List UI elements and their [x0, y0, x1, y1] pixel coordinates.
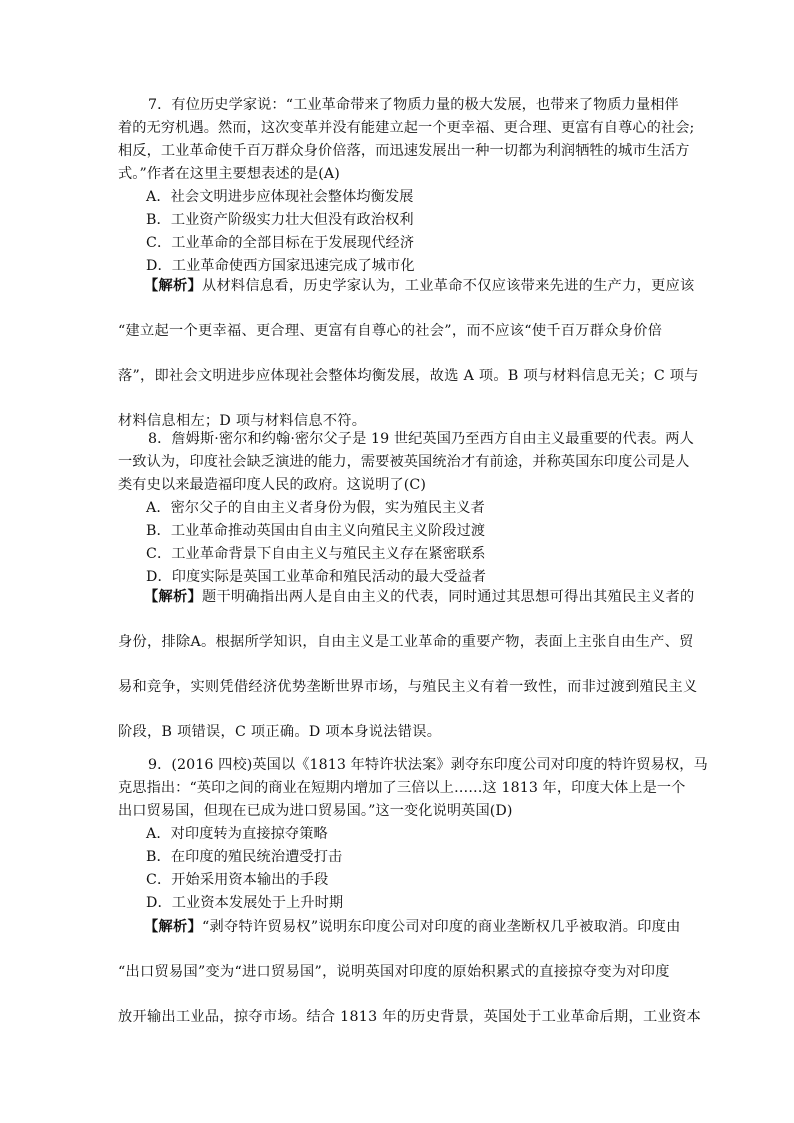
question-7-text-line: 7．有位历史学家说：“工业革命带来了物质力量的极大发展，也带来了物质力量相伴	[148, 97, 679, 113]
analysis-line: 【解析】题干明确指出两人是自由主义的代表，同时通过其思想可得出其殖民主义者的	[144, 589, 695, 605]
question-8-analysis	[118, 587, 698, 767]
question-7-text-line: 式。”作者在这里主要想表述的是(A)	[118, 166, 340, 182]
question-9	[118, 754, 708, 915]
analysis-tag: 【解析】	[144, 589, 202, 605]
analysis-line: 放开输出工业品，掠夺市场。结合 1813 年的历史背景，英国处于工业革命后期，工业资本	[118, 1009, 701, 1025]
question-7-text-line: 相反，工业革命使千百万群众身价倍落，而迅速发展出一种一切都为利润牺牲的城市生活方	[118, 143, 690, 159]
question-9-text-line: 出口贸易国，但现在已成为进口贸易国。”这一变化说明英国(D)	[118, 803, 513, 819]
question-7-option-a: A．社会文明进步应体现社会整体均衡发展	[146, 189, 414, 205]
question-8-option-d: D．印度实际是英国工业革命和殖民活动的最大受益者	[146, 569, 487, 585]
question-8-option-c: C．工业革命背景下自由主义与殖民主义存在紧密联系	[146, 546, 486, 562]
question-9-text-line: 9．(2016 四校)英国以《1813 年特许状法案》剥夺东印度公司对印度的特许贸易权，马	[148, 757, 708, 773]
analysis-line: 【解析】从材料信息看，历史学家认为，工业革命不仅应该带来先进的生产力，更应该	[144, 278, 695, 294]
analysis-line: 【解析】“剥夺特许贸易权”说明东印度公司对印度的商业垄断权几乎被取消。印度由	[144, 919, 681, 935]
question-9-option-d: D．工业资本发展处于上升时期	[146, 895, 344, 911]
analysis-line: “出口贸易国”变为“进口贸易国”，说明英国对印度的原始积累式的直接掠夺变为对印度	[118, 964, 670, 980]
analysis-tag: 【解析】	[144, 919, 202, 935]
analysis-tag: 【解析】	[144, 278, 202, 294]
question-9-analysis	[118, 917, 701, 1052]
question-8	[118, 428, 694, 589]
question-8-text-line: 8．詹姆斯·密尔和约翰·密尔父子是 19 世纪英国乃至西方自由主义最重要的代表。两人	[148, 431, 694, 447]
question-7-option-b: B．工业资产阶级实力壮大但没有政治权利	[146, 212, 414, 228]
question-7-option-c: C．工业革命的全部目标在于发展现代经济	[146, 235, 415, 251]
question-9-option-a: A．对印度转为直接掠夺策略	[146, 826, 328, 842]
question-8-option-a: A．密尔父子的自由主义者身份为假，实为殖民主义者	[146, 500, 485, 516]
question-8-option-b: B．工业革命推动英国由自由主义向殖民主义阶段过渡	[146, 523, 486, 539]
analysis-line: “建立起一个更幸福、更合理、更富有自尊心的社会”，而不应该“使千百万群众身价倍	[118, 323, 663, 339]
analysis-line: 落”，即社会文明进步应体现社会整体均衡发展，故选 A 项。B 项与材料信息无关；C 项与	[118, 368, 699, 384]
question-7-text-line: 着的无穷机遇。然而，这次变革并没有能建立起一个更幸福、更合理、更富有自尊心的社会;	[118, 120, 695, 136]
analysis-line: 易和竞争，实则凭借经济优势垄断世界市场，与殖民主义有着一致性，而非过渡到殖民主义	[118, 679, 698, 695]
question-7-option-d: D．工业革命使西方国家迅速完成了城市化	[146, 258, 415, 274]
question-7	[118, 94, 695, 278]
question-8-text-line: 一致认为，印度社会缺乏演进的能力，需要被英国统治才有前途，并称英国东印度公司是人	[118, 454, 690, 470]
analysis-line: 材料信息相左；D 项与材料信息不符。	[118, 413, 367, 429]
question-8-text-line: 类有史以来最造福印度人民的政府。这说明了(C)	[118, 477, 426, 493]
question-9-option-c: C．开始采用资本输出的手段	[146, 872, 329, 888]
question-9-option-b: B．在印度的殖民统治遭受打击	[146, 849, 343, 865]
analysis-line: 阶段，B 项错误，C 项正确。D 项本身说法错误。	[118, 724, 442, 740]
analysis-line: 身份，排除A。根据所学知识，自由主义是工业革命的重要产物，表面上主张自由生产、贸	[118, 634, 694, 650]
question-9-text-line: 克思指出：“英印之间的商业在短期内增加了三倍以上……这 1813 年，印度大体上是一个	[118, 780, 686, 796]
